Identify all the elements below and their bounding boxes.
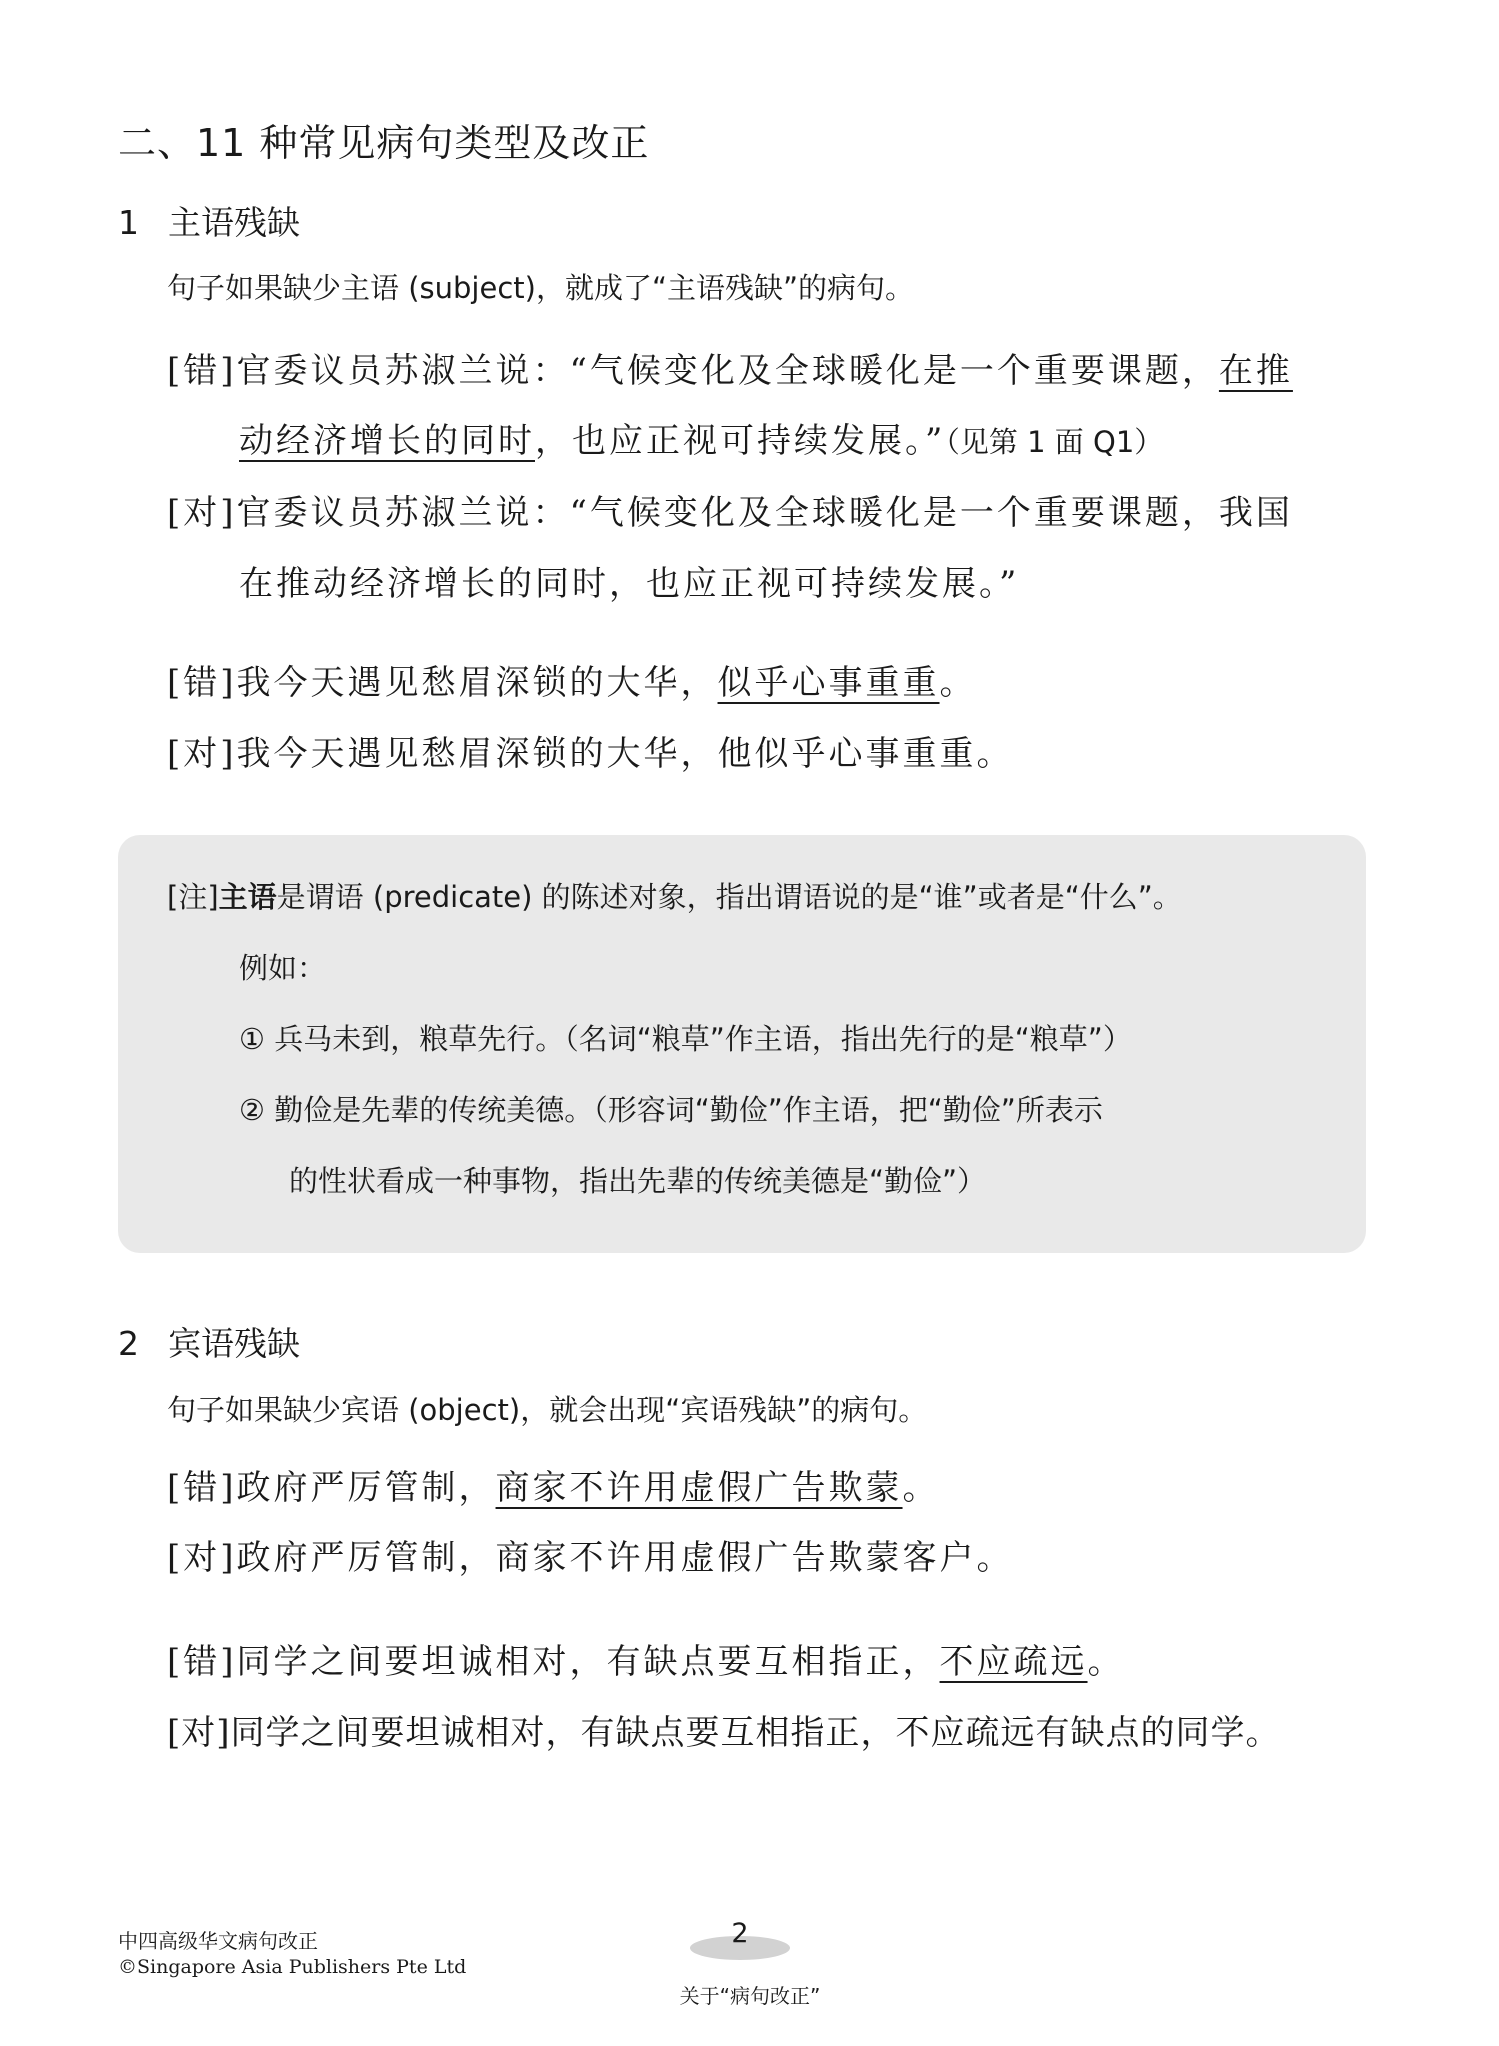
- page-reference: （见第 1 面 Q1）: [945, 425, 1164, 459]
- right-tag: [对]: [167, 1713, 231, 1753]
- footer-section-label: 关于“病句改正”: [679, 1984, 821, 2008]
- page-number: 2: [731, 1918, 749, 1949]
- note-keyword: 主语: [218, 880, 277, 914]
- s2-ex1-right: [对]政府严厉管制，商家不许用虚假广告欺蒙客户。: [167, 1538, 1014, 1578]
- note-item-1: ① 兵马未到，粮草先行。（名词“粮草”作主语，指出先行的是“粮草”）: [239, 1022, 1132, 1056]
- note-line2: 例如：: [239, 951, 327, 985]
- note-item-2-cont: 的性状看成一种事物，指出先辈的传统美德是“勤俭”）: [289, 1164, 987, 1198]
- note-tag: [注]: [167, 880, 219, 914]
- section-2-number: 2: [118, 1324, 139, 1363]
- s1-ex1-wrong-line2: 动经济增长的同时，也应正视可持续发展。”（见第 1 面 Q1）: [239, 421, 1164, 461]
- error-underline: 似乎心事重重: [717, 663, 940, 703]
- error-underline: 动经济增长的同时: [239, 421, 535, 461]
- right-tag: [对]: [167, 1538, 237, 1578]
- wrong-tag: [错]: [167, 663, 237, 703]
- error-underline: 在推: [1218, 351, 1293, 391]
- s1-ex2-right: [对]我今天遇见愁眉深锁的大华，他似乎心事重重。: [167, 734, 1014, 774]
- section-2-intro: 句子如果缺少宾语 (object)，就会出现“宾语残缺”的病句。: [167, 1393, 928, 1427]
- footer-book-title: 中四高级华文病句改正: [118, 1929, 318, 1953]
- section-1-title: 主语残缺: [168, 203, 300, 242]
- s1-ex1-wrong-line1: [错]官委议员苏淑兰说：“气候变化及全球暖化是一个重要课题，在推: [167, 351, 1293, 391]
- note-item-2: ② 勤俭是先辈的传统美德。（形容词“勤俭”作主语，把“勤俭”所表示: [239, 1093, 1103, 1127]
- section-2-heading: [118, 1318, 300, 1365]
- right-tag: [对]: [167, 734, 237, 774]
- s1-ex1-right-line2: 在推动经济增长的同时，也应正视可持续发展。”: [239, 564, 1020, 604]
- right-tag: [对]: [167, 493, 237, 533]
- wrong-tag: [错]: [167, 351, 237, 391]
- error-underline: 不应疏远: [939, 1642, 1088, 1682]
- s1-ex2-wrong: [错]我今天遇见愁眉深锁的大华，似乎心事重重。: [167, 663, 977, 703]
- wrong-tag: [错]: [167, 1468, 237, 1508]
- section-1-intro: 句子如果缺少主语 (subject)，就成了“主语残缺”的病句。: [167, 271, 915, 305]
- error-underline: 商家不许用虚假广告欺蒙: [495, 1468, 903, 1508]
- s2-ex1-wrong: [错]政府严厉管制，商家不许用虚假广告欺蒙。: [167, 1468, 940, 1508]
- s2-ex2-wrong: [错]同学之间要坦诚相对，有缺点要互相指正，不应疏远。: [167, 1642, 1125, 1682]
- section-1-heading: [118, 197, 300, 244]
- section-2-title: 宾语残缺: [168, 1324, 300, 1363]
- wrong-tag: [错]: [167, 1642, 237, 1682]
- page-title: 二、11 种常见病句类型及改正: [118, 121, 650, 165]
- section-1-number: 1: [118, 203, 139, 242]
- s2-ex2-right: [对]同学之间要坦诚相对，有缺点要互相指正，不应疏远有缺点的同学。: [167, 1713, 1281, 1753]
- note-line1: [注]主语是谓语 (predicate) 的陈述对象，指出谓语说的是“谁”或者是“什么”。: [167, 880, 1182, 914]
- s1-ex1-right-line1: [对]官委议员苏淑兰说：“气候变化及全球暖化是一个重要课题，我国: [167, 493, 1293, 533]
- footer-copyright: ©Singapore Asia Publishers Pte Ltd: [118, 1956, 467, 1978]
